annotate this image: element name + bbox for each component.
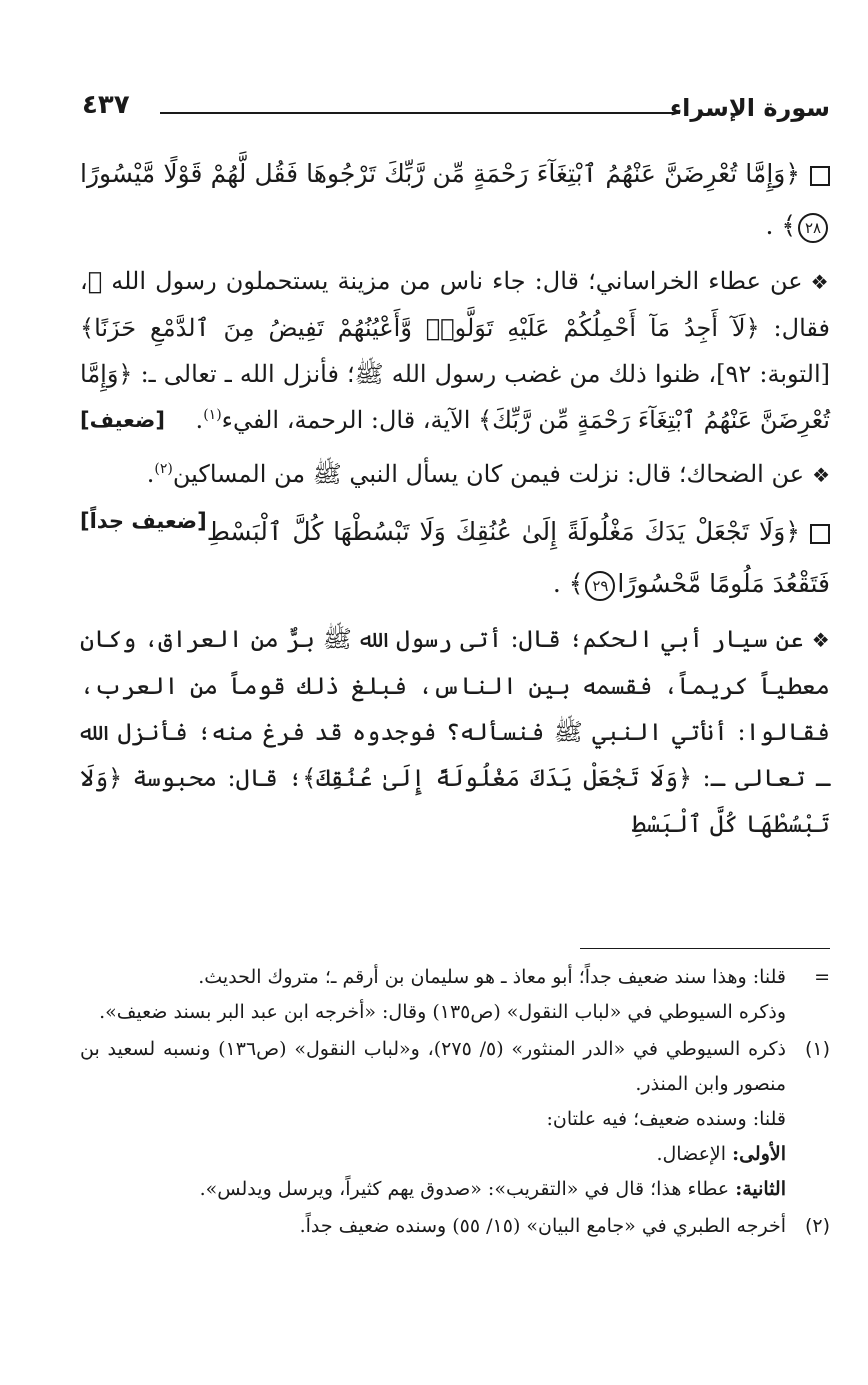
footnote-1-second-text: عطاء هذا؛ قال في «التقريب»: «صدوق يهم كثيراً، ويرسل ويدلس». (199, 1178, 736, 1200)
grade-label-1: [ضعيف] (80, 408, 165, 432)
footnotes (80, 960, 830, 1246)
footnote-2-line-1: أخرجه الطبري في «جامع البيان» (١٥/ ٥٥) وسنده ضعيف جداً. (299, 1215, 786, 1237)
grade-label-2: [ضعيف جداً] (80, 509, 207, 533)
footnote-1-second-label: الثانية: (735, 1178, 786, 1200)
page-header (80, 90, 830, 130)
main-text (80, 148, 830, 855)
footnote-2 (80, 1209, 830, 1244)
narration-3 (80, 616, 830, 847)
footnote-1-mark: (١) (804, 1038, 830, 1060)
footnote-ref-1: (١) (203, 407, 222, 423)
footnote-1 (80, 1032, 830, 1207)
surah-title: سورة الإسراء (669, 94, 830, 122)
diamond-bullet-icon: ❖ (810, 270, 830, 294)
page-number: ٤٣٧ (82, 90, 130, 120)
square-icon (810, 524, 830, 544)
footnote-1-first (80, 1137, 786, 1172)
verse-28 (80, 148, 830, 252)
footnote-1-first-label: الأولى: (732, 1143, 786, 1165)
footnote-1-second (80, 1172, 786, 1207)
verse-28-end: ﴾ . (765, 211, 796, 240)
diamond-bullet-icon: ❖ (811, 628, 831, 652)
footnote-separator (580, 948, 830, 949)
narration-2: ❖عن الضحاك؛ قال: نزلت فيمن كان يسأل النبي ﷺ من المساكين$^{(٢)}$. [ضعيف جداً] (80, 451, 830, 498)
footnote-continued-mark: = (814, 966, 830, 988)
narration-2-text: عن الضحاك؛ قال: نزلت فيمن كان يسأل النبي ﷺ من المساكين (172, 460, 805, 488)
verse-28-text: ﴿وَإِمَّا تُعْرِضَنَّ عَنْهُمُ ٱبْتِغَآءَ رَحْمَةٍ مِّن رَّبِّكَ تَرْجُوهَا فَقُل لَّهُمْ قَوْلًا مَّيْسُورًا (80, 159, 800, 188)
page (80, 90, 830, 1350)
verse-29-end: ﴾ . (552, 569, 584, 598)
footnote-1-line-1: ذكره السيوطي في «الدر المنثور» (٥/ ٢٧٥)، و«لباب النقول» (ص١٣٦) ونسبه لسعيد بن منصور وابن المنذر. (80, 1038, 787, 1095)
footnote-continued-line-1: قلنا: وهذا سند ضعيف جداً؛ أبو معاذ ـ هو سليمان بن أرقم ـ؛ متروك الحديث. (198, 966, 786, 988)
footnote-continued (80, 960, 830, 1030)
ayah-number-28: ٢٨ (798, 213, 828, 243)
footnote-continued-line-2: وذكره السيوطي في «لباب النقول» (ص١٣٥) وقال: «أخرجه ابن عبد البر بسند ضعيف». (99, 1001, 786, 1023)
square-icon (810, 166, 830, 186)
diamond-bullet-icon: ❖ (812, 463, 830, 487)
footnote-2-mark: (٢) (804, 1215, 830, 1237)
narration-1-text: عن عطاء الخراساني؛ قال: جاء ناس من مزينة يستحملون رسول الله ﷺ، فقال: ﴿لَآ أَجِدُ مَآ أَحْمِلُكُمْ عَلَيْهِ تَوَلَّوا۟ وَّأَعْيُنُهُمْ تَفِيضُ مِنَ ٱلدَّمْعِ حَزَنًا﴾ [التوبة: ٩٢]، ظنوا ذلك من غضب رسول الله ﷺ؛ فأنزل الله ـ تعالى ـ: ﴿وَإِمَّا تُعْرِضَنَّ عَنْهُمُ ٱبْتِغَآءَ رَحْمَةٍ مِّن رَّبِّكَ﴾ الآية، قال: الرحمة، الفيء (80, 267, 831, 434)
footnote-ref-2: (٢) (154, 461, 173, 477)
footnote-1-first-text: الإعضال. (656, 1143, 733, 1165)
verse-29-text: ﴿وَلَا تَجْعَلْ يَدَكَ مَغْلُولَةً إِلَىٰ عُنُقِكَ وَلَا تَبْسُطْهَا كُلَّ ٱلْبَسْطِ فَتَقْعُدَ مَلُومًا مَّحْسُورًا (206, 517, 830, 598)
narration-1: ❖عن عطاء الخراساني؛ قال: جاء ناس من مزينة يستحملون رسول الله ﷺ، فقال: ﴿لَآ أَجِدُ مَآ أَحْمِلُكُمْ عَلَيْهِ تَوَلَّوا۟ وَّأَعْيُنُهُمْ تَفِيضُ مِنَ ٱلدَّمْعِ حَزَنًا﴾ [التوبة: ٩٢]، ظنوا ذلك من غضب رسول الله ﷺ؛ فأنزل الله ـ تعالى ـ: ﴿وَإِمَّا تُعْرِضَنَّ عَنْهُمُ ٱبْتِغَآءَ رَحْمَةٍ مِّن رَّبِّكَ﴾ الآية، قال: الرحمة، الفيء$^{(١)}$. [ضعيف] (80, 258, 830, 443)
ayah-number-29: ٢٩ (585, 571, 615, 601)
header-rule (160, 112, 680, 114)
footnote-1-line-2: قلنا: وسنده ضعيف؛ فيه علتان: (546, 1108, 786, 1130)
narration-3-text: عن سيار أبي الحكم؛ قال: أتى رسول الله ﷺ برٌّ من العراق، وكان معطياً كريماً، فقسمه بين الناس، فبلغ ذلك قوماً من العرب، فقالوا: أنأتي النبي ﷺ فنسأله؟ فوجدوه قد فرغ منه؛ فأنزل الله ـ تعالى ـ: ﴿وَلَا تَجْعَلْ يَدَكَ مَغْلُولَةً إِلَىٰ عُنُقِكَ﴾؛ قال: محبوسة ﴿وَلَا تَبْسُطْهَا كُلَّ ٱلْبَسْطِ (80, 625, 830, 838)
